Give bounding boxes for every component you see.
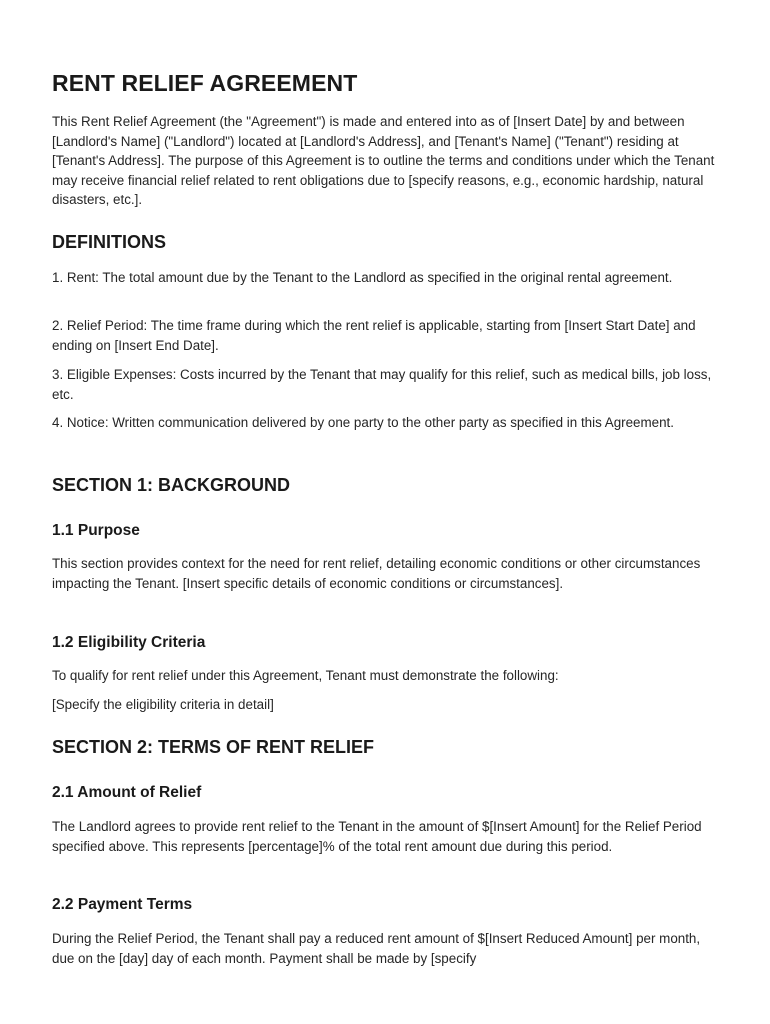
purpose-heading: 1.1 Purpose [52,522,140,539]
definition-item-eligible-expenses: 3. Eligible Expenses: Costs incurred by the Tenant that may qualify for this relief, such as medical bills, job loss, etc. [52,367,712,402]
section1-heading: SECTION 1: BACKGROUND [52,475,291,495]
definitions-heading: DEFINITIONS [52,232,167,252]
definition-item-rent: 1. Rent: The total amount due by the Tenant to the Landlord as specified in the original rental agreement. [52,270,673,285]
payment-heading: 2.2 Payment Terms [52,896,193,913]
amount-paragraph: The Landlord agrees to provide rent relief to the Tenant in the amount of $[Insert Amount] for the Relief Period specified above. This represents [percentage]% of the total rent amount due during this period. [52,819,702,854]
payment-paragraph: During the Relief Period, the Tenant shall pay a reduced rent amount of $[Insert Reduced Amount] per month, due on the [day] day of each month. Payment shall be made by [specify [52,931,701,966]
eligibility-heading: 1.2 Eligibility Criteria [52,634,206,651]
eligibility-placeholder: [Specify the eligibility criteria in detail] [52,697,274,712]
amount-heading: 2.1 Amount of Relief [52,784,202,801]
intro-paragraph: This Rent Relief Agreement (the "Agreement") is made and entered into as of [Insert Date] by and between [Landlord's Name] ("Landlord") located at [Landlord's Address], and [Tenant's Name] ("Tenant") residing at [Tenant's Address]. The purpose of this Agreement is to outline the terms and conditions under which the Tenant may receive financial relief related to rent obligations due to [specify reasons, e.g., economic hardship, natural disasters, etc.]. [52,114,715,207]
eligibility-paragraph: To qualify for rent relief under this Agreement, Tenant must demonstrate the following: [52,668,559,683]
purpose-paragraph: This section provides context for the need for rent relief, detailing economic conditions or other circumstances impacting the Tenant. [Insert specific details of economic conditions or circumstances]. [52,556,701,591]
document-title: RENT RELIEF AGREEMENT [52,70,358,96]
definition-item-notice: 4. Notice: Written communication delivered by one party to the other party as specified in this Agreement. [52,415,674,430]
section2-heading: SECTION 2: TERMS OF RENT RELIEF [52,737,375,757]
definition-item-relief-period: 2. Relief Period: The time frame during which the rent relief is applicable, starting from [Insert Start Date] and ending on [Insert End Date]. [52,318,696,353]
